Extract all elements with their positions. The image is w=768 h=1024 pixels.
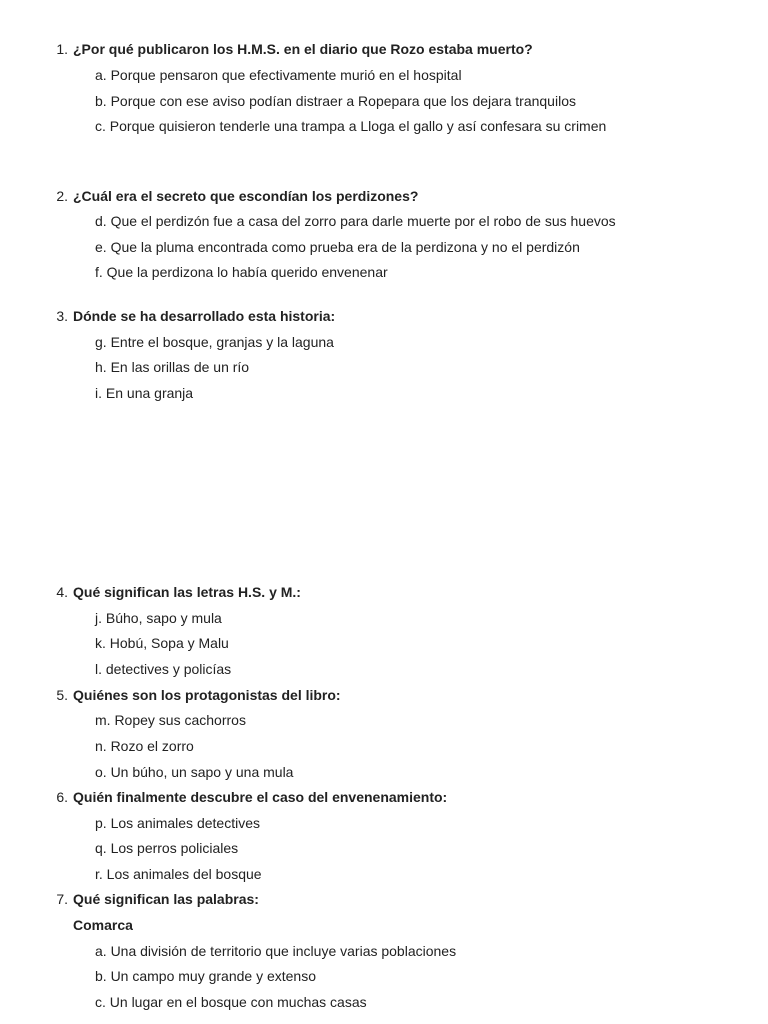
question-number: 5. <box>56 687 68 703</box>
question-text: ¿Por qué publicaron los H.M.S. en el diario que Rozo estaba muerto? <box>73 41 533 57</box>
question-number: 1. <box>56 41 68 57</box>
option-m: m. Ropey sus cachorros <box>95 712 246 728</box>
question-1 <box>51 40 533 58</box>
option-a: a. Porque pensaron que efectivamente murió en el hospital <box>95 67 462 83</box>
option-a: a. Una división de territorio que incluye varias poblaciones <box>95 943 457 959</box>
option-j: j. Búho, sapo y mula <box>95 610 222 626</box>
option-i: i. En una granja <box>95 385 194 401</box>
option-p: p. Los animales detectives <box>95 815 260 831</box>
question-text: Qué significan las palabras: <box>73 891 259 907</box>
option-q: q. Los perros policiales <box>95 840 239 856</box>
option-h: h. En las orillas de un río <box>95 359 250 375</box>
option-r: r. Los animales del bosque <box>95 866 262 882</box>
question-number: 3. <box>56 308 68 324</box>
term-heading: Comarca <box>73 917 133 933</box>
option-b: b. Un campo muy grande y extenso <box>95 968 317 984</box>
question-number: 6. <box>56 789 68 805</box>
question-text: Qué significan las letras H.S. y M.: <box>73 584 301 600</box>
option-c: c. Porque quisieron tenderle una trampa a Lloga el gallo y así confesara su crimen <box>95 118 607 134</box>
option-d: d. Que el perdizón fue a casa del zorro para darle muerte por el robo de sus huevos <box>95 213 616 229</box>
option-l: l. detectives y policías <box>95 661 232 677</box>
question-7 <box>51 890 259 908</box>
question-6 <box>51 788 447 806</box>
option-b: b. Porque con ese aviso podían distraer a Ropepara que los dejara tranquilos <box>95 93 576 109</box>
question-text: Quiénes son los protagonistas del libro: <box>73 687 341 703</box>
question-number: 2. <box>56 188 68 204</box>
question-text: Quién finalmente descubre el caso del envenenamiento: <box>73 789 448 805</box>
question-text: Dónde se ha desarrollado esta historia: <box>73 308 336 324</box>
option-c: c. Un lugar en el bosque con muchas casas <box>95 994 367 1010</box>
question-number: 4. <box>56 584 68 600</box>
question-text: ¿Cuál era el secreto que escondían los perdizones? <box>73 188 419 204</box>
question-3 <box>51 307 335 325</box>
option-k: k. Hobú, Sopa y Malu <box>95 635 229 651</box>
option-e: e. Que la pluma encontrada como prueba era de la perdizona y no el perdizón <box>95 239 580 255</box>
question-2 <box>51 187 418 205</box>
question-4 <box>51 583 301 601</box>
option-f: f. Que la perdizona lo había querido envenenar <box>95 264 388 280</box>
option-g: g. Entre el bosque, granjas y la laguna <box>95 334 334 350</box>
option-n: n. Rozo el zorro <box>95 738 194 754</box>
question-5 <box>51 686 341 704</box>
question-number: 7. <box>56 891 68 907</box>
option-o: o. Un búho, un sapo y una mula <box>95 764 294 780</box>
